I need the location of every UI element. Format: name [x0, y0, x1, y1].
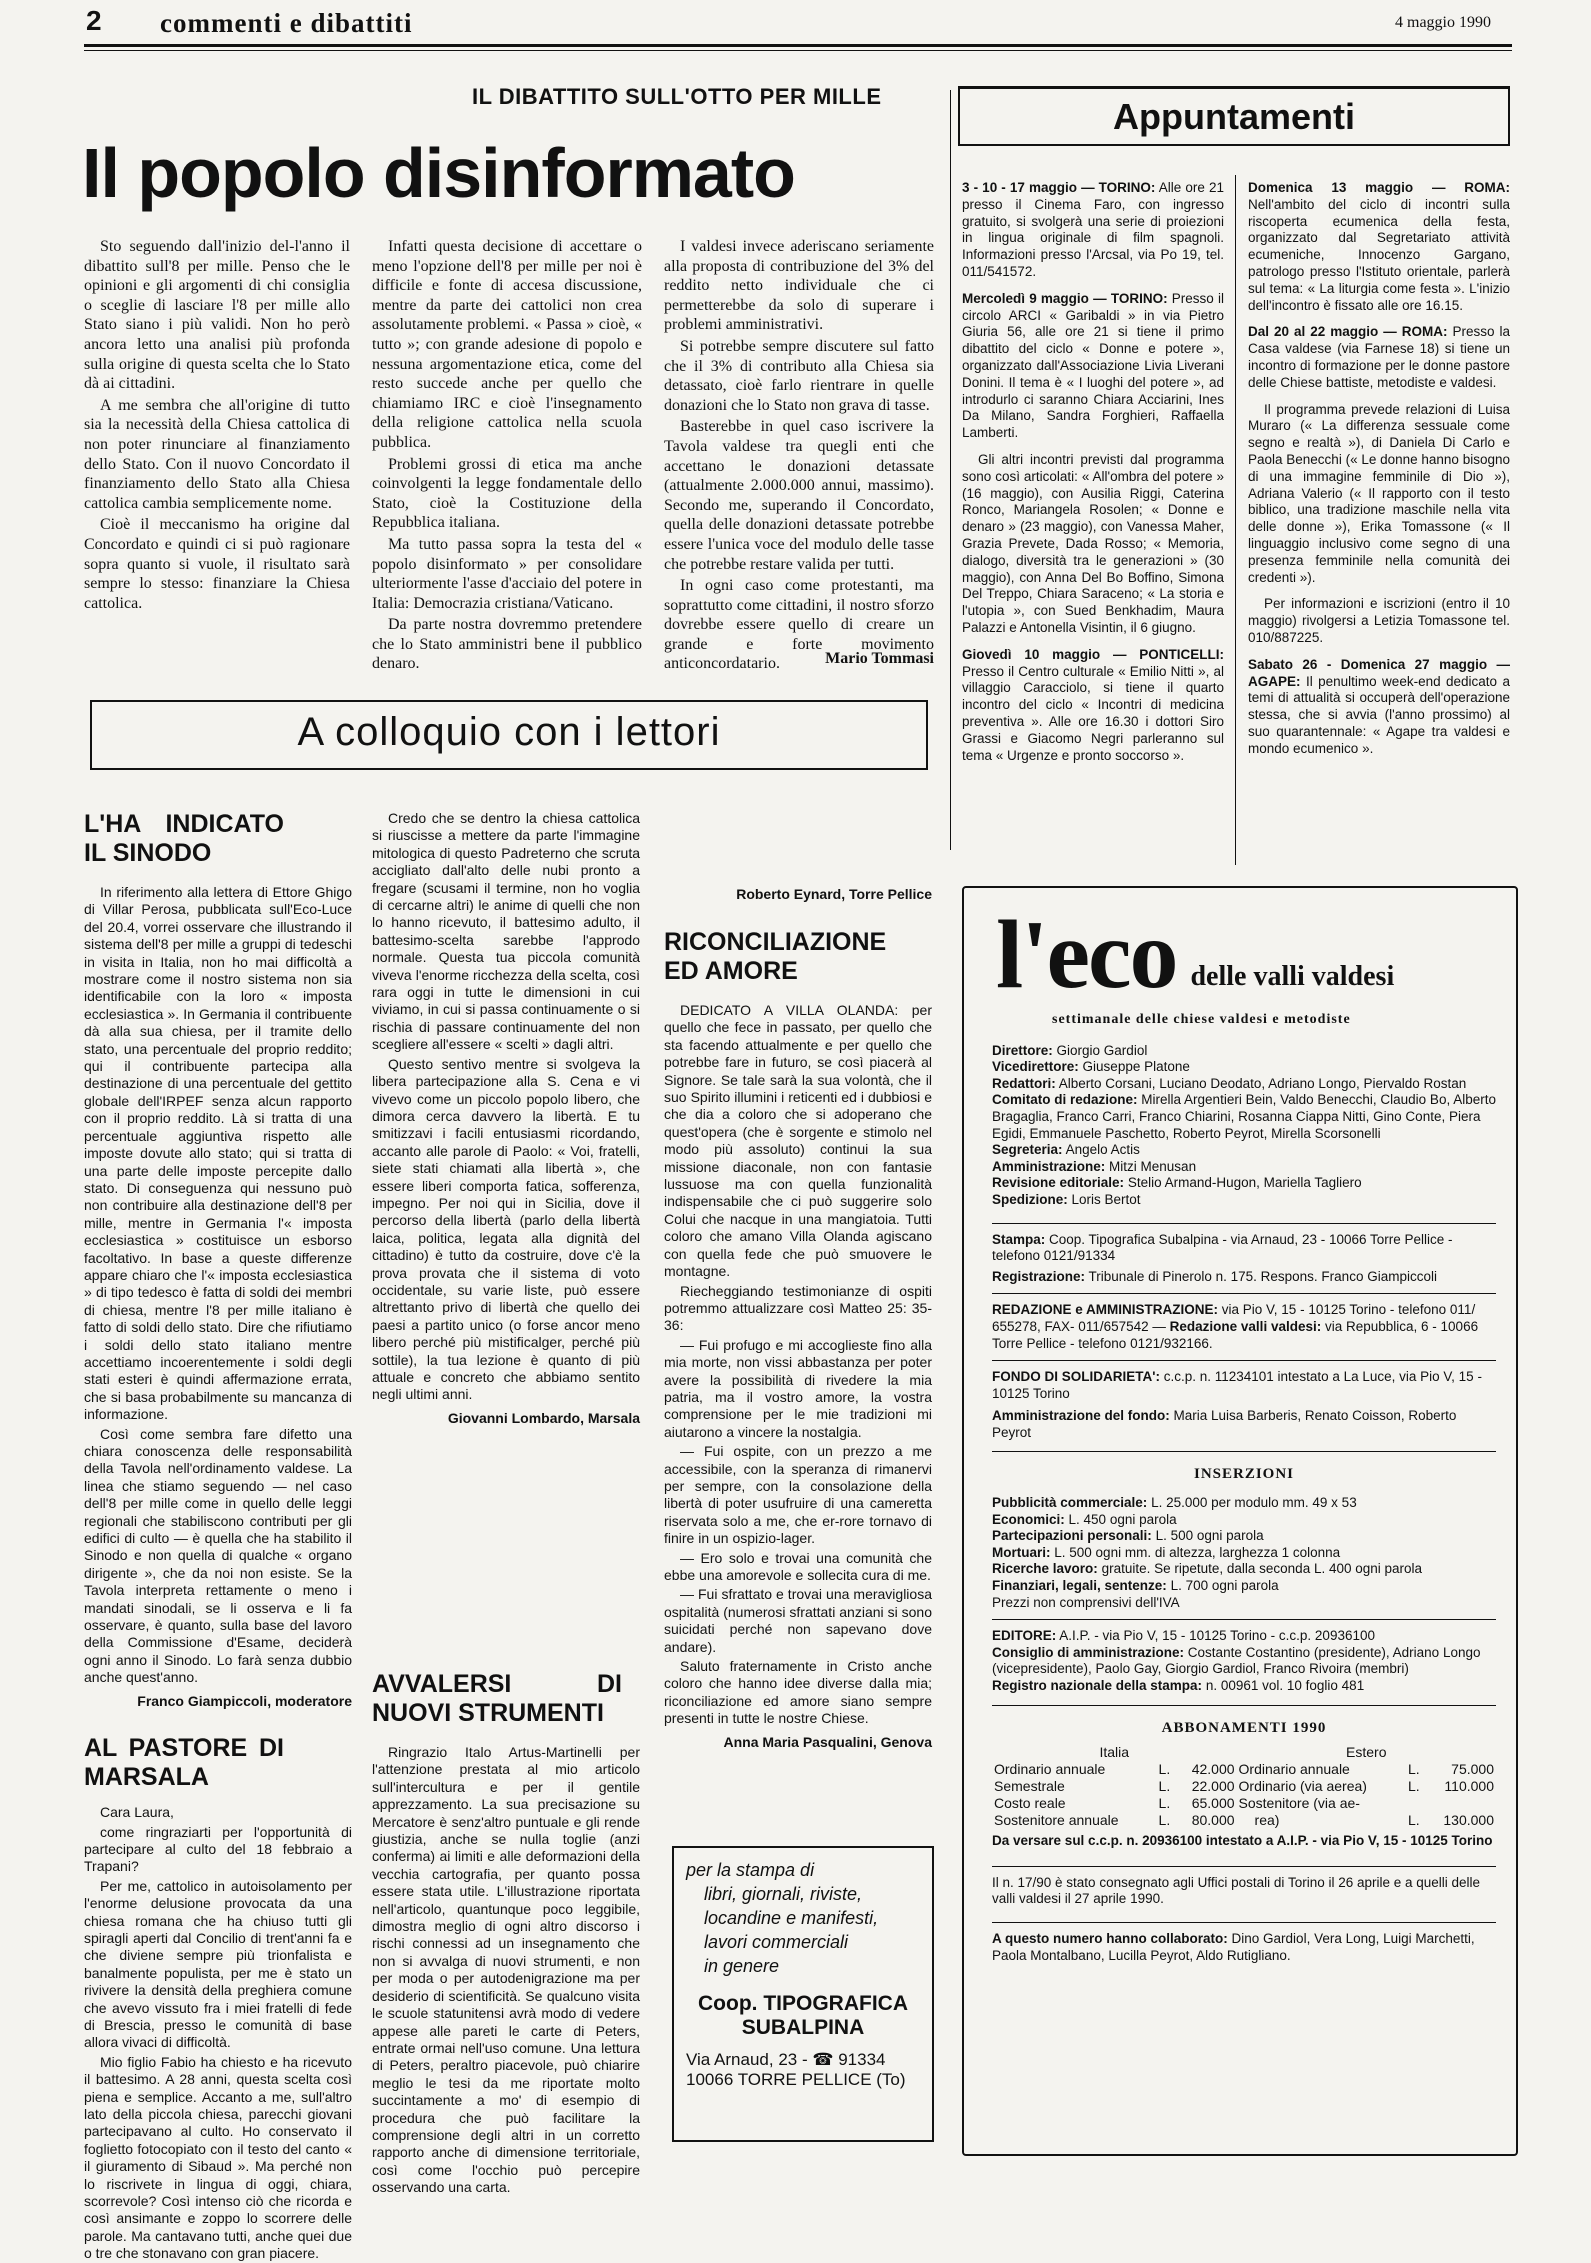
lead-paragraph: Basterebbe in quel caso iscrivere la Tavola valdese tra quegli enti che accettano le donazioni detassate (attualmente 2.000.000 annui, massimo). Secondo me, superando il Concordato, quella delle donazioni detassate potrebbe essere l'unica voce del modulo delle tasse che potrebbe restare valida per tutti. [664, 418, 934, 573]
info-value: A.I.P. - via Pio V, 15 - 10125 Torino - c.c.p. 20936100 [1059, 1628, 1375, 1644]
letters-col-3 [664, 810, 932, 910]
abb-currency: L. [1408, 1812, 1420, 1829]
column-divider [950, 90, 951, 850]
letter-title: L'HA INDICATO IL SINODO [84, 810, 284, 867]
info-label: A questo numero hanno collaborato: [992, 1930, 1228, 1946]
ad-company: Coop. TIPOGRAFICA [698, 1992, 908, 2015]
appuntamento-lead: Giovedì 10 maggio — PONTICELLI: [962, 646, 1224, 662]
consiglio-info [992, 1645, 1496, 1678]
abb-price: 80.000 [1191, 1812, 1235, 1829]
lead-col-1 [84, 237, 350, 669]
page-number: 2 [86, 5, 102, 36]
masthead [962, 886, 1518, 2156]
abb-row [992, 1795, 1496, 1812]
lead-paragraph: Da parte nostra dovremmo pretendere che lo Stato amministri bene il pubblico denaro. [372, 616, 642, 673]
lead-paragraph: Sto seguendo dall'inizio del-l'anno il dibattito sull'8 per mille. Penso che le opinioni e gli argomenti di chi consiglia o sceglie di lasciare l'8 per mille allo Stato siano i più validi. Non ho però ancora letto una analisi più profonda sulla origine di questa scelta che lo Stato dà ai cittadini. [84, 238, 350, 393]
abb-label: Sostenitore (via ae- [1238, 1795, 1360, 1812]
info-label: Ricerche lavoro: [992, 1561, 1098, 1577]
lead-signature: Mario Tommasi [825, 650, 934, 667]
abb-label: Sostenitore annuale [994, 1812, 1119, 1829]
letter-paragraph: In riferimento alla lettera di Ettore Ghigo di Villar Perosa, pubblicata sull'Eco-Luce del 20.4, vorrei osservare che illustrando il sistema dell'8 per mille a gruppi di tedeschi in visita in Italia, non ho mai difficoltà a mostrare come il nostro sistema non sia identificabile con la loro « imposta ecclesiastica ». In Germania il contribuente dà alla sua chiesa, per il tramite dello stato, una percentuale del proprio reddito; qui il contribuente partecipa alla destinazione di una percentuale del gettito globale dell'IRPEF senza alcun rapporto con il proprio reddito. Là si tratta di una percentuale aggiuntiva rispetto alle imposte dovute allo stato; qui si tratta di una parte delle imposte percepite dallo stato. Di conseguenza qui nessuno può non contribuire alla destinazione dell'8 per mille, mentre in Germania l'« imposta ecclesiastica » costituisce un esborso facoltativo. In base a queste differenze appare chiaro che l'« imposta ecclesiastica » di tipo tedesco è fatta di soldi dei membri di chiesa, mentre l'8 per mille italiano è fatto di soldi dello stato. Dire che rifiutiamo i soldi dello stato italiano mentre accettiamo incoerentemente i soldi degli stati esteri è quindi affermazione errata, che si basa probabilmente su mancanza di informazione. [84, 884, 352, 1423]
printer-ad [672, 1846, 934, 2142]
letter-paragraph: Così come sembra fare difetto una chiara conoscenza delle responsabilità della Tavola nell'ordinamento valdese. La linea che stiamo seguendo — nel caso dell'8 per mille come in quello delle leggi regionali che stabiliscono contributi per gli edifici di culto — è quella che ha stabilito il Sinodo e non quella di qualche « organo dirigente », che da noi non esiste. Se la Tavola interpreta rettamente o meno i mandati sinodali, se li osserva e li fa osservare, è quanto, sulla base del lavoro della Commissione d'Esame, deciderà ogni anno il Sinodo. Lo farà senza dubbio anche quest'anno. [84, 1425, 352, 1686]
appuntamenti-title: Appuntamenti [1113, 96, 1355, 137]
staff-row [992, 1059, 1496, 1076]
registro-info [992, 1678, 1496, 1695]
info-value: Maria Luisa Barberis, Renato Coisson, Roberto Peyrot [992, 1408, 1457, 1440]
info-label: Pubblicità commerciale: [992, 1495, 1148, 1511]
info-value: via Repubblica, 6 - 10066 Torre Pellice - telefono 0121/932166. [992, 1318, 1479, 1351]
abb-row [992, 1812, 1496, 1829]
ad-address: 10066 TORRE PELLICE (To) [686, 2070, 906, 2089]
info-value: gratuite. Se ripetute, dalla seconda L. 400 ogni parola [1101, 1561, 1423, 1577]
masthead-logo-sub: delle valli valdesi [1190, 961, 1395, 993]
staff-value: Alberto Corsani, Luciano Deodato, Adriano Longo, Piervaldo Rostan [1058, 1075, 1467, 1091]
staff-list [992, 1043, 1496, 1209]
staff-value: Stelio Armand-Hugon, Mariella Tagliero [1127, 1175, 1362, 1191]
info-value: L. 25.000 per modulo mm. 49 x 53 [1151, 1495, 1357, 1511]
abb-label: Semestrale [994, 1778, 1065, 1795]
abb-row [992, 1778, 1496, 1795]
lead-col-2 [372, 237, 642, 673]
appuntamento-text: Nell'ambito del ciclo di incontri sulla riscoperta ecumenica della festa, organizzato dal Segretariato attività ecumeniche, Innocenzo Gargano, patrologo presso l'Istituto orientale, parlerà sul tema: « La liturgia come festa ». L'inizio dell'incontro è fissato alle ore 16.15. [1248, 196, 1510, 313]
abb-price: 110.000 [1444, 1778, 1494, 1795]
info-value: Tribunale di Pinerolo n. 175. Respons. Franco Giampiccoli [1088, 1268, 1437, 1284]
letter-signature: Anna Maria Pasqualini, Genova [723, 1733, 932, 1750]
abb-price: 22.000 [1191, 1778, 1235, 1795]
abbonamenti-table [992, 1744, 1496, 1829]
ad-company: SUBALPINA [741, 2016, 865, 2039]
letter-paragraph: Questo sentivo mentre si svolgeva la libera partecipazione alla S. Cena e vi vivevo come un piccolo popolo libero, che dimora cerca davvero la libertà. E tu smitizzavi i facili entusiasmi ricordando, accanto alle parole di Paolo: « Voi, fratelli, siete stati chiamati alla libertà », che essere liberi comporta fatica, sofferenza, impegno. Per noi qui in Sicilia, dove il percorso della libertà (parlo della libertà laica, politica, legata alla dignità del cittadino) è tutto da costruire, dove c'è la prova provata che il sistema di voto occidentale, su varie liste, può essere altrettanto privo di libertà che quello dei paesi a partito unico (o forse ancor meno libero perché più mistificalger, perché più sottile), la tua lezione è quanto di più attuale e concreto che abbiamo sentito negli ultimi anni. [372, 1055, 640, 1403]
fondo-amm-info [992, 1408, 1496, 1441]
appuntamento [962, 452, 1224, 637]
ad-line: per la stampa di [686, 1860, 815, 1880]
header-rule-thin [84, 50, 1512, 51]
abb-currency: L. [1408, 1761, 1420, 1778]
lead-paragraph: In ogni caso come protestanti, ma soprattutto come cittadini, il nostro sforzo dovrebbe essere quello di creare un grande e forte movimento anticoncordatario. [664, 577, 934, 673]
appuntamento-text: Il programma prevede relazioni di Luisa Muraro (« La differenza sessuale come segno e realtà »), di Daniela Di Carlo e Paola Benecchi (« Le donne hanno bisogno di una immagine femminile di Dio »), Adriana Valerio (« Il rapporto con il testo biblico, una tradizione maschile nella vita delle donne »), Erika Tomassone (« Il linguaggio inclusivo come segno di una presenza femminile nella comunità dei credenti »). [1248, 401, 1510, 585]
staff-label: Revisione editoriale: [992, 1175, 1125, 1191]
staff-row [992, 1076, 1496, 1093]
issue-date: 4 maggio 1990 [1395, 14, 1491, 31]
letter-paragraph: — Fui profugo e mi accoglieste fino alla mia morte, non vissi abbastanza per poter avere la possibilità di rivedere la mia patria, ma il vostro amore, la vostra comprensione per le mie tradizioni mi aiutarono a vincere la nostalgia. [664, 1336, 932, 1440]
info-label: FONDO DI SOLIDARIETA': [992, 1369, 1160, 1385]
lead-title: Il popolo disinformato [82, 134, 795, 212]
abb-label: Ordinario annuale [994, 1761, 1106, 1778]
info-value: via Pio V, 15 - 10125 Torino - telefono 011/ 655278, FAX- 011/657542 — [992, 1302, 1476, 1334]
letter-signature: Roberto Eynard, Torre Pellice [736, 886, 932, 902]
letter-paragraph: DEDICATO A VILLA OLANDA: per quello che fece in passato, per quello che sta facendo attualmente e per quello che potrebbe fare in futuro, se così piacerà al Signore. Se tale sarà la sua volontà, che il suo Spirito illumini i reticenti ed i dubbiosi e che dia a coloro che si adoperano che quest'opera (che è sorgente e stimolo nel modo più assoluto) continui la sua missione diaconale, non con fantasie lussuose ma con quella funzionalità indispensabile che ci può suggerire solo Colui che nacque in una mangiatoia. Tutti coloro che amano Villa Olanda agiscano con quella fede che può smuovere le montagne. [664, 1002, 932, 1280]
staff-row [992, 1159, 1496, 1176]
letter-paragraph: Saluto fraternamente in Cristo anche coloro che hanno idee diverse dalla mia; riconciliazione ed amore siano sempre presenti in tutte le nostre Chiese. [664, 1658, 932, 1727]
letters-col-2 [372, 810, 640, 1674]
ad-line: lavori commerciali [704, 1932, 849, 1952]
lead-paragraph: Problemi grossi di etica ma anche coinvolgenti la legge fondamentale dello Stato, cioè la Costituzione della Repubblica italiana. [372, 455, 642, 532]
abb-currency: L. [1158, 1761, 1171, 1778]
abb-row [992, 1761, 1496, 1778]
appuntamento-text: Il penultimo week-end dedicato a temi di attualità si occuperà dell'operazione stessa, che si avvia (l'anno prossimo) al suo quarantennale: « Agape tra valdesi e mondo ecumenico ». [1248, 673, 1510, 756]
staff-value: Angelo Actis [1065, 1142, 1140, 1158]
info-label: Amministrazione del fondo: [992, 1408, 1170, 1424]
info-value: Prezzi non comprensivi dell'IVA [992, 1594, 1180, 1610]
abb-currency [1406, 1795, 1426, 1812]
inserzioni-title: INSERZIONI [1193, 1466, 1295, 1483]
inserzioni-list [992, 1495, 1496, 1611]
inserzione-row [992, 1595, 1496, 1612]
lead-kicker: IL DIBATTITO SULL'OTTO PER MILLE [472, 84, 882, 109]
staff-row [992, 1043, 1496, 1060]
abb-price: 130.000 [1443, 1812, 1494, 1829]
lead-paragraph: A me sembra che all'origine di tutto sia la necessità della Chiesa cattolica di non poter rinunciare al finanziamento dello Stato. Con il nuovo Concordato il finanziamento dello Stato alla Chiesa cattolica cambia semplicemente nome. [84, 396, 350, 512]
inserzione-row [992, 1545, 1496, 1562]
letter-paragraph: — Fui sfrattato e trovai una meravigliosa ospitalità (numerosi sfrattati anziani si sono suicidati perché non sapevano dove andare). [664, 1586, 932, 1655]
letter-paragraph: — Fui ospite, con un prezzo a me accessibile, con la speranza di rimanervi per sempre, con la consolazione della libertà di poter usufruire di una cameretta riservata solo a me, che er-rore tornavo di finire in un ospizio-lager. [664, 1443, 932, 1547]
info-label: Finanziari, legali, sentenze: [992, 1578, 1167, 1594]
info-label: Stampa: [992, 1231, 1046, 1247]
staff-label: Segreteria: [992, 1142, 1063, 1158]
info-label: EDITORE: [992, 1628, 1057, 1644]
letters-col-3b [664, 928, 932, 1818]
abb-currency: L. [1158, 1795, 1171, 1812]
appuntamento-lead: Dal 20 al 22 maggio — ROMA: [1248, 324, 1448, 340]
info-value: L. 500 ogni parola [1155, 1528, 1264, 1544]
abbonamenti-title: ABBONAMENTI 1990 [1161, 1719, 1327, 1736]
section-title: commenti e dibattiti [160, 8, 413, 38]
info-value: L. 500 ogni mm. di altezza, larghezza 1 colonna [1054, 1544, 1341, 1560]
staff-value: Mirella Argentieri Bein, Valdo Benecchi, Claudio Bo, Alberto Bragaglia, Franco Carri, Franco Chiarini, Rosanna Ciappa Nitti, Gino Conte, Piera Egidi, Emmanuele Paschetto, Roberto Peyrot, Mirella Scorsonelli [992, 1092, 1496, 1141]
inserzione-row [992, 1512, 1496, 1529]
lead-paragraph: Ma tutto passa sopra la testa del « popolo disinformato » per consolidare ulteriormente l'asse d'acciaio del potere in Italia: Democrazia cristiana/Vaticano. [372, 535, 642, 612]
staff-value: Giorgio Gardiol [1056, 1042, 1148, 1058]
abb-currency: L. [1158, 1778, 1171, 1795]
appuntamento-text: Presso il Centro culturale « Emilio Nitti », al villaggio Caracciolo, si tiene il quarto incontro del ciclo « Incontri di medicina preventiva ». Alle ore 16.30 i dottori Siro Grassi e Giacomo Negri parleranno sul tema « Urgenze e pronto soccorso ». [962, 663, 1224, 763]
letters-col-2b [372, 1670, 640, 2196]
appuntamento-lead: Sabato 26 - Domenica 27 maggio — AGAPE: [1248, 656, 1510, 689]
info-value: Dino Gardiol, Vera Long, Luigi Marchetti, Paola Montalbano, Lucilla Peyrot, Aldo Rutigliano. [992, 1930, 1475, 1963]
lead-paragraph: Cioè il meccanismo ha origine dal Concordato e quindi ci si può ragionare sopra quanto si vuole, il risultato sarà sempre lo stesso: finanziare la Chiesa cattolica. [84, 516, 350, 612]
info-label: Partecipazioni personali: [992, 1528, 1152, 1544]
inserzione-row [992, 1578, 1496, 1595]
letter-signature: Franco Giampiccoli, moderatore [137, 1692, 352, 1709]
inserzione-row [992, 1528, 1496, 1545]
info-label: REDAZIONE e AMMINISTRAZIONE: [992, 1302, 1218, 1318]
lead-paragraph: I valdesi invece aderiscano seriamente alla proposta di contribuzione del 3% del reddito netto individuale che ci permetterebbe da solo di superare i problemi amministrativi. [664, 238, 934, 334]
letters-col-1 [84, 810, 352, 2262]
letter-paragraph: — Ero solo e trovai una comunità che ebbe una amorevole e sollecita cura di me. [664, 1549, 932, 1583]
appuntamento [1248, 180, 1510, 314]
letter-paragraph: come ringraziarti per l'opportunità di partecipare al culto del 18 febbraio a Trapani? [84, 1823, 352, 1875]
staff-value: Giuseppe Platone [1082, 1059, 1190, 1075]
letter-paragraph: Per me, cattolico in autoisolamento per l'enorme delusione provocata da una chiesa romana che ha chiuso tutti gli spiragli aperti dal Concilio di trent'anni fa e che diviene sempre più trionfalista e banalmente populista, per me è stato un rivivere la densità della preghiera comune che avevo vissuto fra i miei fratelli di fede di Brescia, presso le comunità di base allora vivaci di difficoltà. [84, 1877, 352, 2051]
lead-paragraph: Infatti questa decisione di accettare o meno l'opzione dell'8 per mille per noi è difficile e fonte di accesa discussione, mentre da parte dei cattolici non crea assolutamente problemi. « Passa » cioè, « tutto »; con grande adesione di popolo e nessuna argomentazione etica, come del resto succede anche per quello che chiamiamo IRC e cioè l'insegnamento della religione cattolica nella scuola pubblica. [372, 238, 642, 451]
fondo-info [992, 1369, 1496, 1402]
registrazione-info [992, 1269, 1496, 1286]
appuntamento-text: Gli altri incontri previsti dal programma sono così articolati: « All'ombra del potere » (16 maggio), con Ausilia Riggi, Caterina Ronco, Mariangela Rosolen; « Donne e denaro » (23 maggio), con Vanessa Maher, Grazia Prevete, Dada Rosso; « Memoria, dialogo, diversità tra le generazioni » (30 maggio), con Anna Del Bo Boffino, Simona Del Treppo, Chiara Saraceno; « La storia e l'utopia », con Sued Benkhadim, Maura Palazzi e Antonella Visintin, il 6 giugno. [962, 451, 1224, 635]
staff-label: Vicedirettore: [992, 1059, 1079, 1075]
staff-value: Mitzi Menusan [1109, 1158, 1197, 1174]
appuntamento [1248, 324, 1510, 391]
letter-paragraph: Ringrazio Italo Artus-Martinelli per l'attenzione prestata al mio articolo sull'intercultura e per il gentile apprezzamento. La sua precisazione su Mercatore è senz'altro puntuale e gli rende giustizia, anche se nulla toglie (anzi conferma) ai limiti e alle deformazioni della vecchia cartografia, per quanto possa essere stata utile. L'illustrazione riportata nell'articolo, quantunque poco leggibile, dimostra meglio di ogni altro discorso i rischi connessi ad un insegnamento che non si avvalga di nuovi strumenti, e non per moda o per autodenigrazione ma per desiderio di scientificità. Se qualcuno visita le scuole statunitensi avrà modo di vedere appese alle pareti le carte di Peters, entrate ormai nell'uso comune. Una lettura di Peters, peraltro piacevole, può chiarire meglio le tesi da me riportate molto succintamente a mo' di esempio di procedura che può facilitare la comprensione degli altri in un corretto rapporto anche di dimensione territoriale, così come l'occhio può percepire osservando una carta. [372, 1744, 640, 2196]
appuntamento [962, 180, 1224, 281]
appuntamento [1248, 657, 1510, 758]
stampa-info [992, 1232, 1496, 1265]
staff-label: Redattori: [992, 1075, 1056, 1091]
editore-info [992, 1628, 1496, 1645]
staff-row [992, 1092, 1496, 1142]
info-value: L. 450 ogni parola [1068, 1511, 1177, 1527]
staff-label: Amministrazione: [992, 1158, 1106, 1174]
staff-row [992, 1175, 1496, 1192]
appuntamento-lead: Mercoledì 9 maggio — TORINO: [962, 290, 1168, 306]
info-label: Economici: [992, 1511, 1065, 1527]
appuntamento-lead: 3 - 10 - 17 maggio — TORINO: [962, 180, 1156, 195]
ad-line: libri, giornali, riviste, [704, 1884, 863, 1904]
appuntamento-text: Presso il circolo ARCI « Garibaldi » in via Pietro Giuria 56, alle ore 21 si tiene il primo dibattito del ciclo « Donne e potere », organizzato dall'Associazione Livia Liverani Donini. Il tema è « I luoghi del potere », ad introdurlo ci saranno Chiara Acciarini, Ines Da Milano, Sandra Forghieri, Raffaella Lamberti. [962, 290, 1224, 441]
staff-label: Comitato di redazione: [992, 1092, 1138, 1108]
header-rule [84, 44, 1512, 47]
appuntamento [962, 291, 1224, 442]
info-label: Consiglio di amministrazione: [992, 1644, 1185, 1660]
lead-col-3 [664, 237, 934, 673]
info-label: Redazione valli valdesi: [1169, 1318, 1322, 1334]
versamento-info: Da versare sul c.c.p. n. 20936100 intestato a A.I.P. - via Pio V, 15 - 10125 Torino [992, 1833, 1493, 1849]
appuntamenti-divider [1235, 175, 1236, 865]
masthead-tagline: settimanale delle chiese valdesi e metodiste [1052, 1012, 1351, 1027]
abb-price [1426, 1795, 1496, 1812]
consegna-info: Il n. 17/90 è stato consegnato agli Uffici postali di Torino il 26 aprile e a quelli delle valli valdesi il 27 aprile 1990. [992, 1874, 1481, 1907]
staff-label: Direttore: [992, 1042, 1053, 1058]
appuntamento-text: Per informazioni e iscrizioni (entro il 10 maggio) rivolgersi a Letizia Tomassone tel. 010/887225. [1248, 596, 1510, 645]
letter-paragraph: Riecheggiando testimonianze di ospiti potremmo attualizzare così Matteo 25: 35-36: [664, 1282, 932, 1334]
abb-label: Costo reale [994, 1795, 1066, 1812]
appuntamento [1248, 596, 1510, 646]
letter-paragraph: Credo che se dentro la chiesa cattolica si riuscisse a mettere da parte l'immagine mitologica di questo Padreterno che scruta accigliato dall'alto delle nubi pronto a fregare (scusami il termine, non ho voglia di cercarne altri) le anime di quelli che non lo hanno ricevuto, il battesimo adulto, il battesimo-scelta sarebbe l'approdo normale. Questa tua piccola comunità viveva l'enorme ricchezza della scelta, così rara oggi in tutte le dimensioni in cui viviamo, in cui si passa continuamente o si rischia di passare continuamente del non scegliere all'essere « scelti » dagli altri. [372, 810, 640, 1053]
letter-paragraph: Cara Laura, [100, 1804, 174, 1821]
abb-currency: L. [1408, 1778, 1420, 1795]
info-label: Mortuari: [992, 1544, 1051, 1560]
appuntamenti-col-2 [1248, 180, 1510, 860]
ad-line: locandine e manifesti, [704, 1908, 879, 1928]
abb-col-header: Estero [1346, 1744, 1387, 1761]
abb-label: rea) [1254, 1812, 1280, 1829]
letter-signature: Giovanni Lombardo, Marsala [447, 1409, 640, 1426]
inserzione-row [992, 1561, 1496, 1578]
colloquio-banner: A colloquio con i lettori [297, 710, 721, 754]
abb-currency: L. [1158, 1812, 1171, 1829]
abb-price: 75.000 [1451, 1761, 1494, 1778]
info-label: Registrazione: [992, 1268, 1086, 1284]
ad-address: Via Arnaud, 23 - ☎ 91334 [686, 2050, 886, 2069]
redazione-info [992, 1302, 1496, 1352]
staff-label: Spedizione: [992, 1191, 1068, 1207]
appuntamenti-col-1 [962, 180, 1224, 860]
letter-title: AL PASTORE DI MARSALA [84, 1734, 284, 1792]
staff-row [992, 1192, 1496, 1209]
abb-price: 42.000 [1191, 1761, 1235, 1778]
abb-price: 65.000 [1191, 1795, 1235, 1812]
collaborato-info [992, 1931, 1496, 1964]
info-value: L. 700 ogni parola [1170, 1578, 1279, 1594]
info-value: c.c.p. n. 11234101 intestato a La Luce, via Pio V, 15 - 10125 Torino [992, 1369, 1482, 1401]
appuntamento [962, 647, 1224, 765]
abb-label: Ordinario annuale [1238, 1761, 1350, 1778]
info-value: n. 00961 vol. 10 foglio 481 [1205, 1678, 1365, 1693]
staff-value: Loris Bertot [1071, 1191, 1141, 1207]
masthead-logo: l'eco [996, 901, 1177, 1009]
appuntamento [1248, 402, 1510, 587]
info-value: Coop. Tipografica Subalpina - via Arnaud, 23 - 10066 Torre Pellice - telefono 0121/91334 [992, 1231, 1453, 1264]
lead-paragraph: Si potrebbe sempre discutere sul fatto che il 3% di contributo alla Chiesa sia detassato, cioè farlo rientrare in quelle donazioni che lo Stato non grava di tasse. [664, 337, 934, 414]
inserzione-row [992, 1495, 1496, 1512]
letter-paragraph: Mio figlio Fabio ha chiesto e ha ricevuto il battesimo. A 28 anni, questa scelta così piena e semplice. Accanto a me, sull'altro lato della piccola chiesa, parecchi giovani partecipavano al culto. Ho conservato il foglietto fotocopiato con il testo del canto « il giuramento di Sibaud ». Ma perché non lo riscrivete in lingua di oggi, chiara, scorrevole? Così intenso ciò che ricorda e così ansimante e zoppo lo scorrere delle parole. Ma cantavano tutti, anche quei due o tre che stonavano con gran piacere. [84, 2053, 352, 2262]
letter-title: AVVALERSI DI NUOVI STRUMENTI [372, 1670, 622, 1727]
ad-line: in genere [704, 1956, 780, 1976]
appuntamento-text: Alle ore 21 presso il Cinema Faro, con ingresso gratuito, si svolgerà una serie di proiezioni in lingua originale di film spagnoli. Informazioni presso l'Arcsal, via Po 19, tel. 011/541572. [962, 180, 1224, 279]
abb-col-header: Italia [1099, 1744, 1130, 1761]
abb-label: Ordinario (via aerea) [1238, 1778, 1367, 1795]
info-label: Registro nazionale della stampa: [992, 1678, 1203, 1693]
staff-row [992, 1142, 1496, 1159]
appuntamento-lead: Domenica 13 maggio — ROMA: [1248, 180, 1510, 195]
letter-title: RICONCILIAZIONE ED AMORE [664, 928, 887, 985]
appuntamento-text: Presso la Casa valdese (via Farnese 18) si tiene un incontro di formazione per le donne pastore delle Chiese battiste, metodiste e valdesi. [1248, 324, 1510, 390]
info-value: Costante Costantino (presidente), Adriano Longo (vicepresidente), Paolo Gay, Giorgio Gardiol, Franco Rivoira (membri) [992, 1644, 1481, 1677]
